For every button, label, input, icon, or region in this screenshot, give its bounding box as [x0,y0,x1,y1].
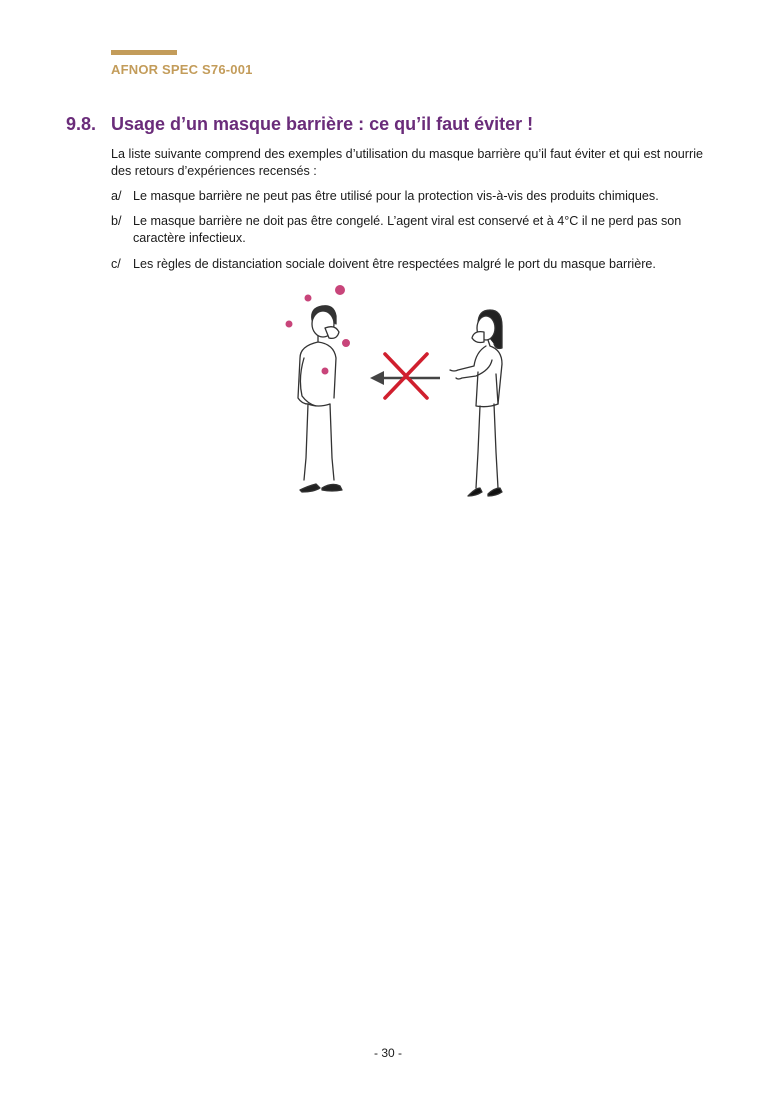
intro-paragraph: La liste suivante comprend des exemples d’utilisation du masque barrière qu’il faut éviter et qui est nourrie des retours d’expériences recensés : [111,147,703,178]
section-title: Usage d’un masque barrière : ce qu’il faut éviter ! [111,114,534,134]
list-item-text: Les règles de distanciation sociale doivent être respectées malgré le port du masque barrière. [133,257,656,271]
distancing-illustration [270,280,520,510]
section-number: 9.8. [66,114,97,134]
list-item-text: Le masque barrière ne peut pas être utilisé pour la protection vis-à-vis des produits chimiques. [133,189,659,203]
list-item-label: b/ [111,214,122,228]
list-item [111,256,703,273]
list-item-label: c/ [111,257,121,271]
list-item-text: Le masque barrière ne doit pas être congelé. L’agent viral est conservé et à 4°C il ne perd pas son caractère infectieux. [133,214,682,245]
header-accent-bar [111,50,177,55]
woman-figure [450,310,502,496]
page-number: - 30 - [373,1046,402,1060]
list-item [111,188,703,205]
cross-icon [385,354,427,398]
document-reference: AFNOR SPEC S76-001 [111,62,253,77]
man-figure [298,306,342,492]
list-item-label: a/ [111,189,122,203]
list-item [111,213,703,247]
